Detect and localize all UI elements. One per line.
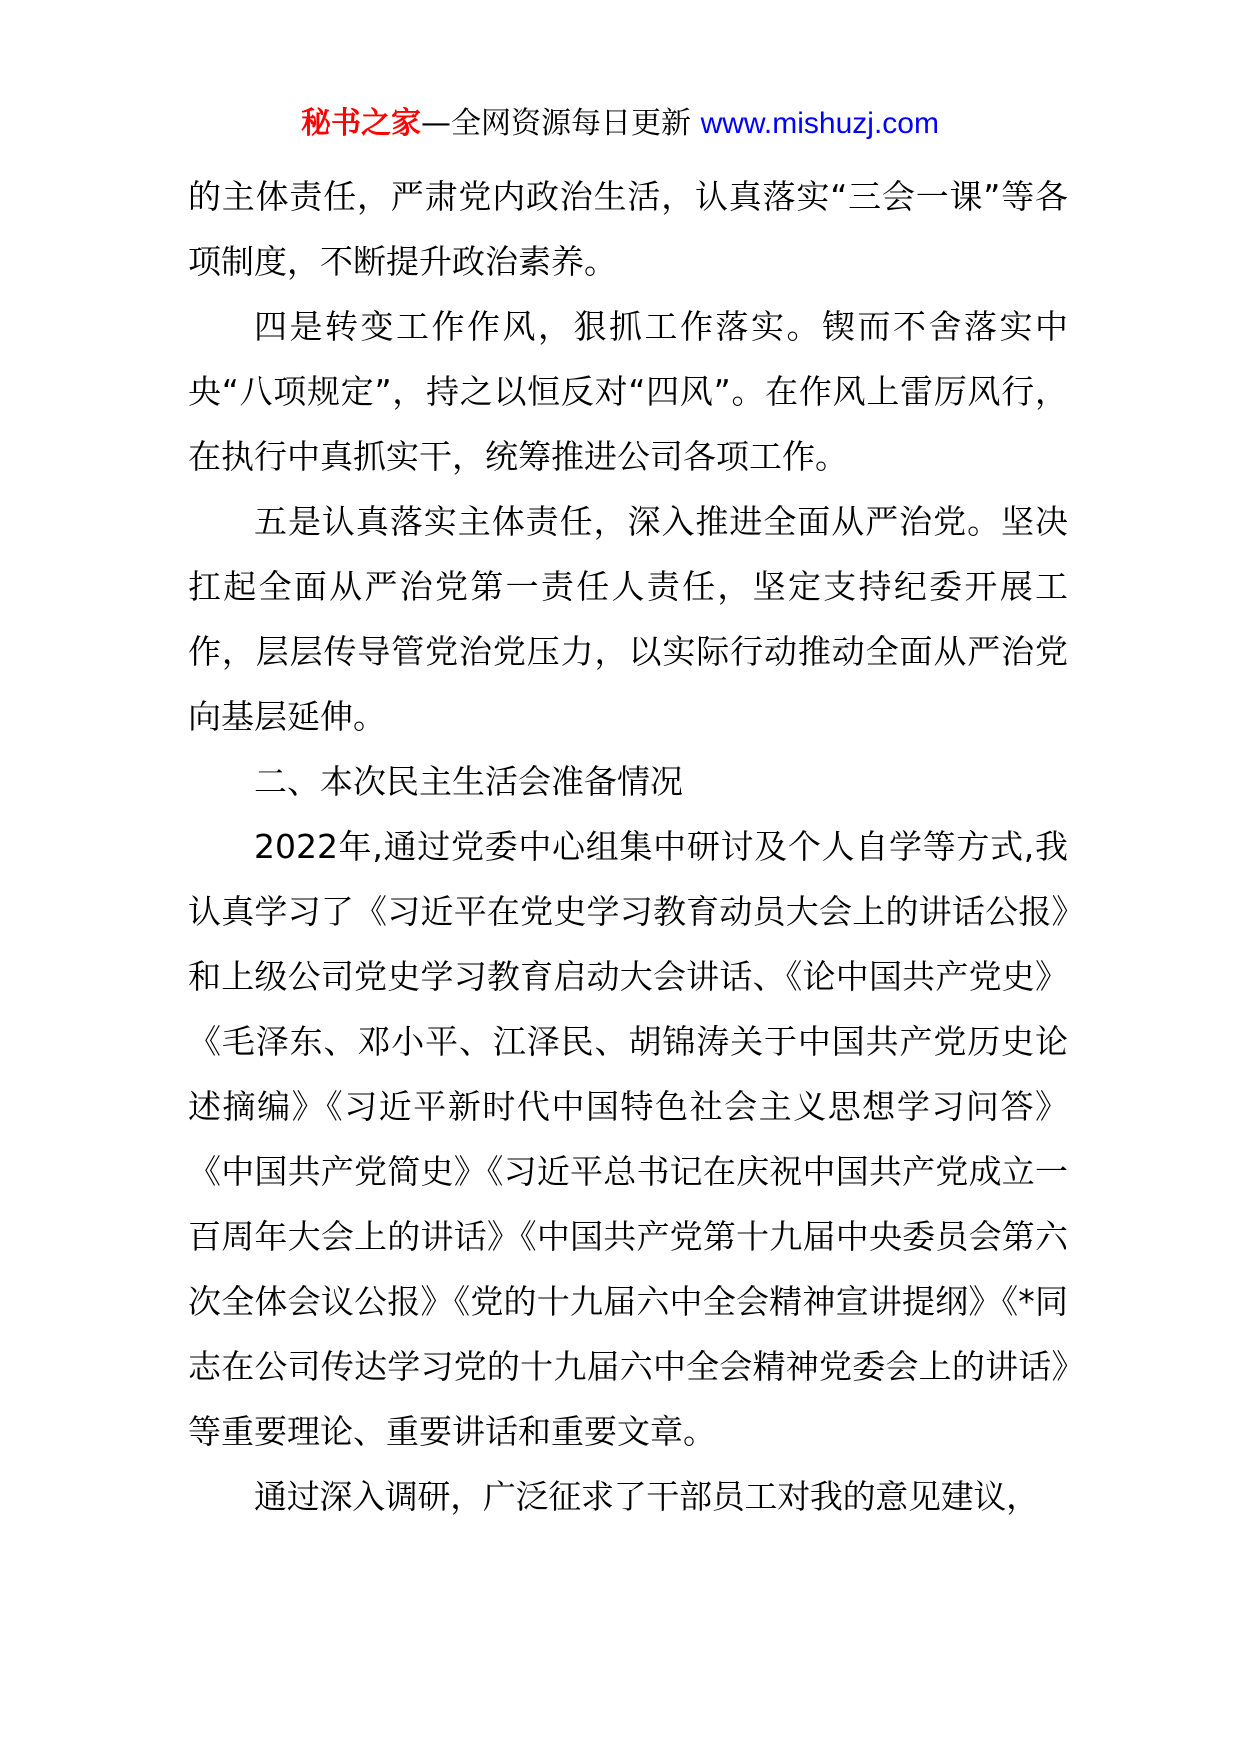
site-header bbox=[0, 100, 1240, 148]
paragraph-point-four: 四是转变工作作风，狠抓工作落实。锲而不舍落实中央“八项规定”，持之以恒反对“四风”。在作风上雷厉风行，在执行中真抓实干，统筹推进公司各项工作。 bbox=[188, 307, 1068, 476]
site-url[interactable]: www.mishuzj.com bbox=[700, 107, 939, 140]
brand-name: 秘书之家 bbox=[301, 106, 422, 141]
header-tagline: —全网资源每日更新 bbox=[421, 106, 701, 141]
document-body bbox=[188, 164, 1068, 1529]
paragraph-point-five: 五是认真落实主体责任，深入推进全面从严治党。坚决扛起全面从严治党第一责任人责任，坚定支持纪委开展工作，层层传导管党治党压力，以实际行动推动全面从严治党向基层延伸。 bbox=[188, 502, 1068, 736]
paragraph-study: 2022年,通过党委中心组集中研讨及个人自学等方式,我认真学习了《习近平在党史学习教育动员大会上的讲话公报》和上级公司党史学习教育启动大会讲话、《论中国共产党史》《毛泽东、邓小平、江泽民、胡锦涛关于中国共产党历史论述摘编》《习近平新时代中国特色社会主义思想学习问答》《中国共产党简史》《习近平总书记在庆祝中国共产党成立一百周年大会上的讲话》《中国共产党第十九届中央委员会第六次全体会议公报》《党的十九届六中全会精神宣讲提纲》《*同志在公司传达学习党的十九届六中全会精神党委会上的讲话》等重要理论、重要讲话和重要文章。 bbox=[188, 827, 1068, 1451]
paragraph-continuation: 的主体责任，严肃党内政治生活，认真落实“三会一课”等各项制度，不断提升政治素养。 bbox=[188, 177, 1068, 281]
paragraph-research: 通过深入调研，广泛征求了干部员工对我的意见建议， bbox=[254, 1477, 1039, 1516]
section-heading: 二、本次民主生活会准备情况 bbox=[254, 762, 683, 801]
